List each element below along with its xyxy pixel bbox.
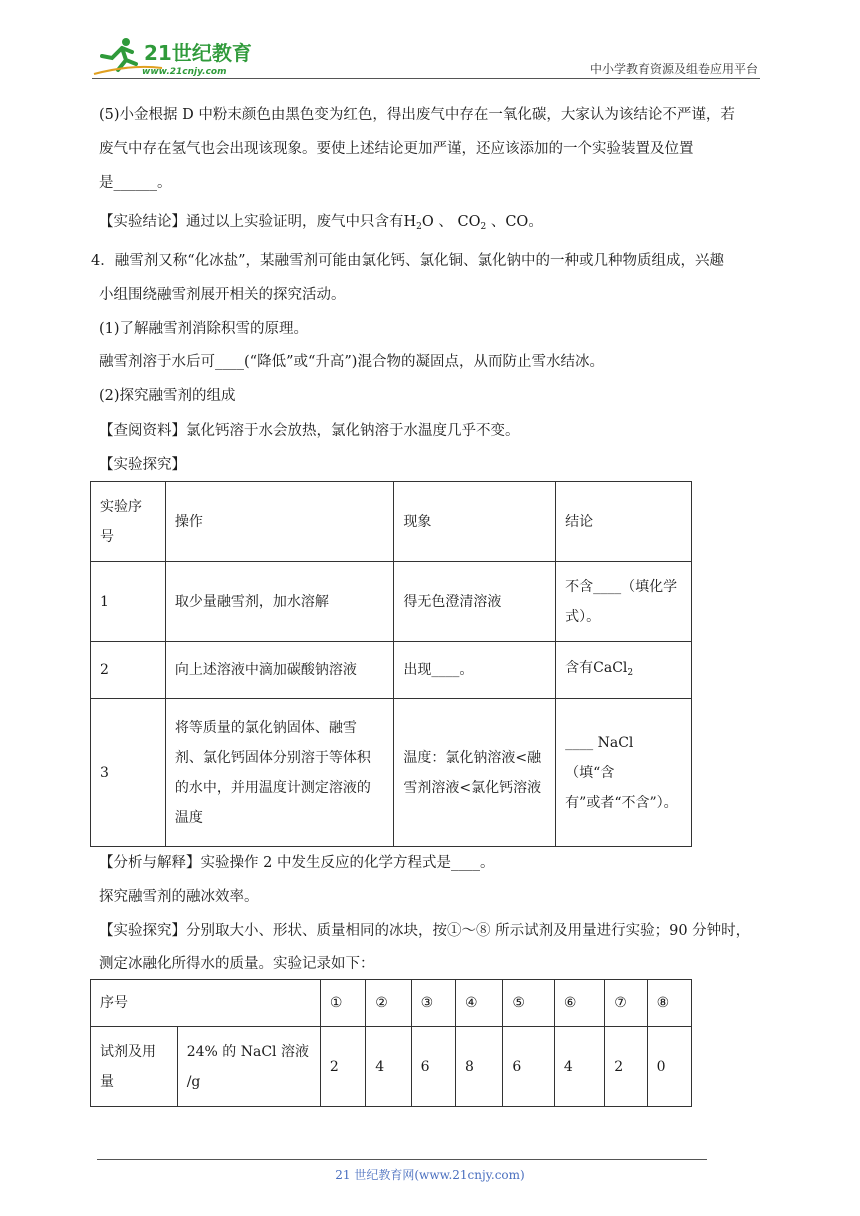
logo-graphic (92, 34, 262, 78)
q4-explore: 【实验探究】 (99, 457, 186, 473)
row2-conclusion: 含有CaCl$_2$ (556, 642, 692, 699)
conclusion-sep2: 、 (490, 214, 506, 230)
formula-h2o-o: O (421, 214, 434, 230)
q5-line2: 废气中存在氢气也会出现该现象。要使上述结论更加严谨，还应该添加的一个实验装置及位置 (99, 141, 694, 157)
formula-co: CO (505, 214, 529, 230)
col-1: ① (320, 980, 365, 1027)
row3-operation: 将等质量的氯化钠固体、融雪 剂、氯化钙固体分别溶于等体积 的水中，并用温度计测定溶液的 温度 (165, 699, 394, 847)
analysis-line: 【分析与解释】实验操作 2 中发生反应的化学方程式是____。 (99, 855, 495, 871)
q4-sub1-text: 融雪剂溶于水后可____(“降低”或“升高”)混合物的凝固点，从而防止雪水结冰。 (99, 354, 604, 370)
row1-operation: 取少量融雪剂，加水溶解 (165, 562, 394, 642)
header-seq: 序号 (91, 980, 321, 1027)
row-reagent: 24% 的 NaCl 溶液 /g (177, 1027, 320, 1107)
ice-melt-table (90, 979, 692, 1107)
table-row (91, 642, 692, 699)
table-header-row (91, 482, 692, 562)
row1-phenomenon: 得无色澄清溶液 (394, 562, 556, 642)
header-phenomenon: 现象 (394, 482, 556, 562)
col-8: ⑧ (647, 980, 691, 1027)
experiment-table (90, 481, 692, 847)
col-4: ④ (456, 980, 503, 1027)
row3-no: 3 (91, 699, 166, 847)
conclusion-line (99, 207, 543, 242)
value-7: 2 (605, 1027, 647, 1107)
table-row (91, 1027, 692, 1107)
formula-co2-sub: 2 (480, 222, 487, 232)
table-header-row (91, 980, 692, 1027)
q5-line1: (5)小金根据 D 中粉末颜色由黑色变为红色，得出废气中存在一氧化碳，大家认为该结论不严谨，若 (99, 107, 735, 123)
formula-h2o-sub: 2 (416, 222, 422, 232)
header-conclusion: 结论 (556, 482, 692, 562)
row2-no: 2 (91, 642, 166, 699)
efficiency-line: 探究融雪剂的融冰效率。 (99, 889, 259, 905)
col-5: ⑤ (503, 980, 554, 1027)
q4-line2: 小组围绕融雪剂展开相关的探究活动。 (99, 287, 346, 303)
value-6: 4 (554, 1027, 604, 1107)
svg-text:www.21cnjy.com: www.21cnjy.com (142, 67, 227, 77)
explore2-line2: 测定冰融化所得水的质量。实验记录如下： (99, 956, 375, 972)
conclusion-prefix: 【实验结论】通过以上实验证明，废气中只含有 (99, 214, 404, 230)
row2-phenomenon: 出现____。 (394, 642, 556, 699)
footer-text[interactable]: 21 世纪教育网(www.21cnjy.com) (335, 1168, 525, 1182)
col-2: ② (366, 980, 411, 1027)
explore2-line1: 【实验探究】分别取大小、形状、质量相同的冰块，按①～⑧ 所示试剂及用量进行实验；90 分钟时， (99, 923, 751, 939)
q4-sub2: (2)探究融雪剂的组成 (99, 388, 236, 404)
value-5: 6 (503, 1027, 554, 1107)
page-header (92, 30, 760, 80)
header-operation: 操作 (165, 482, 394, 562)
col-3: ③ (411, 980, 455, 1027)
value-1: 2 (320, 1027, 365, 1107)
platform-name: 中小学教育资源及组卷应用平台 (589, 62, 758, 76)
conclusion-end: 。 (528, 214, 543, 230)
value-2: 4 (366, 1027, 411, 1107)
col-7: ⑦ (605, 980, 647, 1027)
col-6: ⑥ (554, 980, 604, 1027)
formula-co2: CO (457, 214, 481, 230)
q4-line1: 4．融雪剂又称“化冰盐”，某融雪剂可能由氯化钙、氯化铜、氯化钠中的一种或几种物质组成，兴趣 (91, 253, 725, 269)
q5-line3: 是______。 (99, 175, 172, 191)
row3-conclusion: ____ NaCl（填“含 有”或者“不含”）。 (556, 699, 692, 847)
q4-info: 【查阅资料】氯化钙溶于水会放热，氯化钠溶于水温度几乎不变。 (99, 423, 520, 439)
value-3: 6 (411, 1027, 455, 1107)
logo (92, 34, 262, 78)
value-8: 0 (647, 1027, 691, 1107)
row1-conclusion: 不含____（填化学 式）。 (556, 562, 692, 642)
q4-sub1: (1)了解融雪剂消除积雪的原理。 (99, 321, 309, 337)
table-row (91, 699, 692, 847)
table-row (91, 562, 692, 642)
header-divider (92, 78, 760, 79)
value-4: 8 (456, 1027, 503, 1107)
footer-divider (97, 1159, 707, 1160)
row3-phenomenon: 温度：氯化钠溶液<融 雪剂溶液<氯化钙溶液 (394, 699, 556, 847)
row-label: 试剂及用 量 (91, 1027, 178, 1107)
row1-no: 1 (91, 562, 166, 642)
svg-text:21世纪教育: 21世纪教育 (144, 41, 252, 65)
conclusion-sep1: 、 (438, 214, 453, 230)
row2-operation: 向上述溶液中滴加碳酸钠溶液 (165, 642, 394, 699)
formula-h2o-h: H (403, 214, 417, 230)
header-no: 实验序 号 (91, 482, 166, 562)
